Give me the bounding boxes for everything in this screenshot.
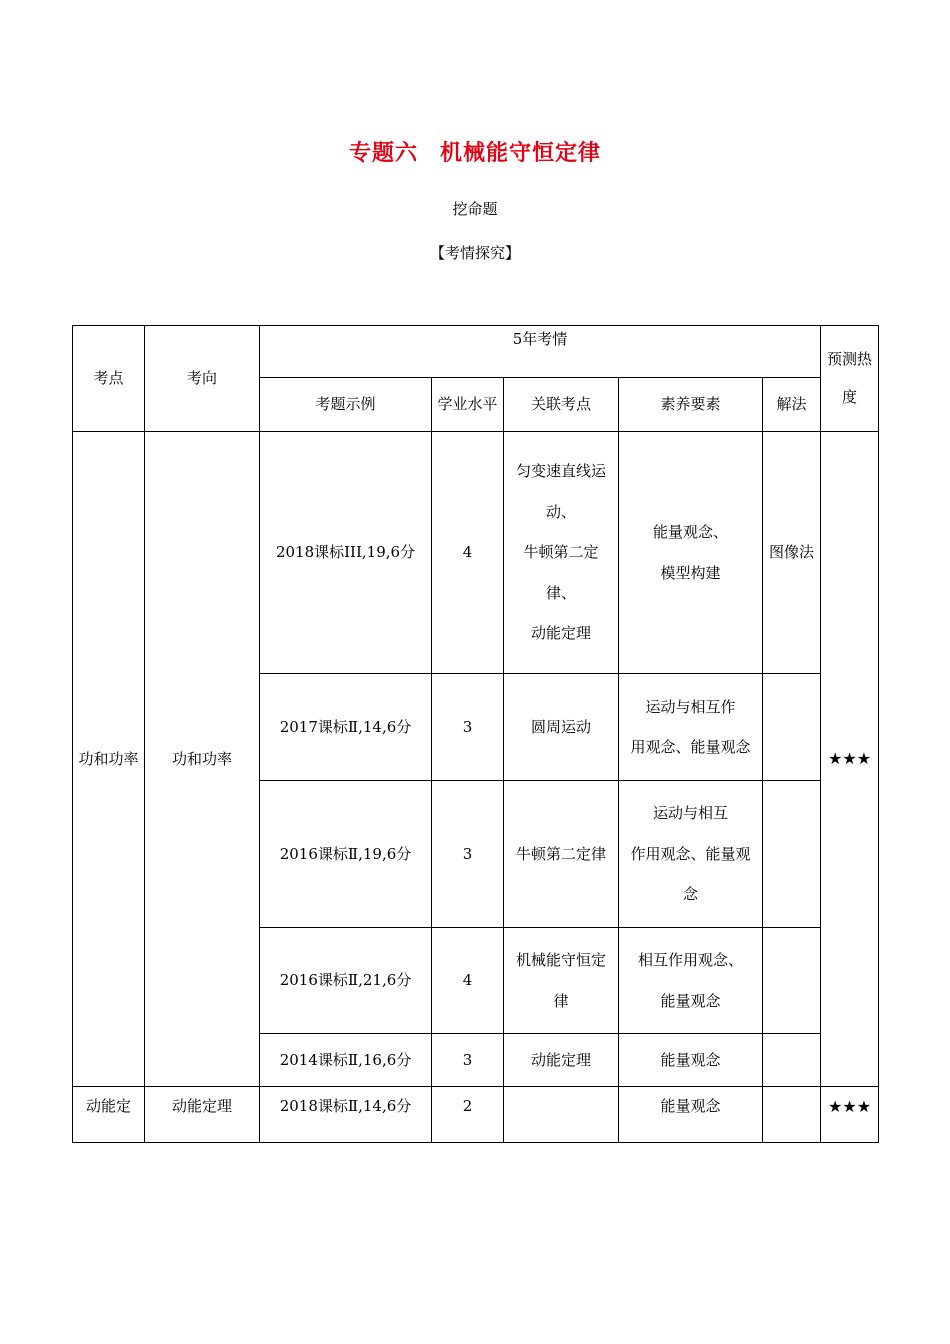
literacy-line: 运动与相互 [652, 804, 728, 823]
literacy-line: 模型构建 [660, 563, 721, 582]
header-prediction [821, 326, 879, 432]
example-cell: 2017课标Ⅱ,14,6分 [260, 674, 432, 781]
level-cell: 3 [432, 781, 504, 928]
method-cell [763, 1087, 821, 1143]
related-cell [504, 432, 619, 674]
method-cell [763, 674, 821, 781]
example-cell: 2016课标Ⅱ,19,6分 [260, 781, 432, 928]
example-cell: 2018课标Ⅱ,14,6分 [260, 1087, 432, 1143]
literacy-line: 运动与相互作 [645, 697, 736, 716]
exam-analysis-table [72, 325, 879, 1143]
related-line: 机械能守恒定 [515, 951, 606, 969]
header-prediction-line1: 预测热 [827, 350, 873, 368]
section-heading: 【考情探究】 [429, 244, 520, 262]
related-line: 动能定理 [530, 624, 591, 643]
page-title [0, 136, 950, 167]
header-five-year: 5年考情 [260, 326, 821, 378]
header-method: 解法 [763, 378, 821, 432]
related-cell: 动能定理 [504, 1034, 619, 1087]
kaodian-cell: 功和功率 [73, 432, 145, 1087]
prediction-stars: ★★★ [821, 432, 879, 1087]
method-cell [763, 928, 821, 1034]
header-literacy: 素养要素 [619, 378, 763, 432]
related-line: 匀变速直线运 [515, 462, 606, 481]
level-cell: 2 [432, 1087, 504, 1143]
example-cell: 2016课标Ⅱ,21,6分 [260, 928, 432, 1034]
header-kaodian: 考点 [73, 326, 145, 432]
related-line: 律、 [545, 583, 576, 602]
subtitle: 挖命题 [452, 200, 498, 218]
related-cell [504, 1087, 619, 1143]
literacy-line: 用观念、能量观念 [630, 738, 751, 756]
header-kaoxiang: 考向 [145, 326, 260, 432]
title-part1: 专题六 [348, 141, 418, 166]
level-cell: 4 [432, 432, 504, 674]
related-cell: 圆周运动 [504, 674, 619, 781]
header-related: 关联考点 [504, 378, 619, 432]
literacy-line: 能量观念 [660, 991, 721, 1010]
title-part2: 机械能守恒定律 [440, 141, 602, 166]
literacy-line: 念 [682, 885, 698, 904]
literacy-cell: 能量观念 [619, 1087, 763, 1143]
kaodian-cell: 动能定 [73, 1087, 145, 1143]
literacy-line: 作用观念、能量观 [630, 844, 751, 863]
related-cell: 牛顿第二定律 [504, 781, 619, 928]
kaoxiang-cell: 功和功率 [145, 432, 260, 1087]
literacy-cell: 能量观念 [619, 1034, 763, 1087]
kaoxiang-cell: 动能定理 [145, 1087, 260, 1143]
related-cell [504, 928, 619, 1034]
method-cell [763, 1034, 821, 1087]
prediction-stars: ★★★ [821, 1087, 879, 1143]
header-prediction-line2: 度 [842, 387, 858, 406]
literacy-cell [619, 674, 763, 781]
related-line: 动、 [545, 502, 576, 521]
level-cell: 3 [432, 1034, 504, 1087]
literacy-cell [619, 432, 763, 674]
literacy-line: 相互作用观念、 [637, 951, 743, 969]
literacy-cell [619, 781, 763, 928]
related-line: 牛顿第二定 [523, 543, 599, 562]
header-example: 考题示例 [260, 378, 432, 432]
literacy-line: 能量观念、 [652, 523, 728, 541]
literacy-cell [619, 928, 763, 1034]
related-line: 律 [553, 991, 569, 1010]
level-cell: 4 [432, 928, 504, 1034]
example-cell: 2018课标III,19,6分 [260, 432, 432, 674]
example-cell: 2014课标Ⅱ,16,6分 [260, 1034, 432, 1087]
method-cell [763, 781, 821, 928]
method-cell: 图像法 [763, 432, 821, 674]
level-cell: 3 [432, 674, 504, 781]
header-level: 学业水平 [432, 378, 504, 432]
